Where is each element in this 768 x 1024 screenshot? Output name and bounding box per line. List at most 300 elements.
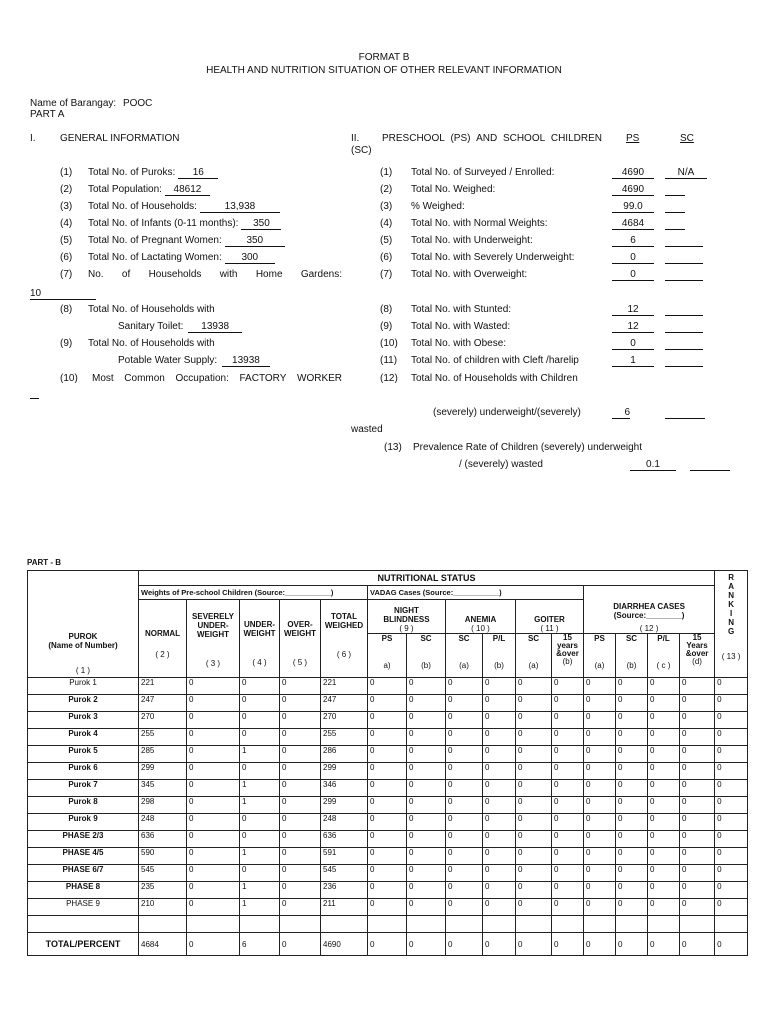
table-cell: 0 — [552, 899, 584, 916]
sub-anemia-pl — [483, 634, 516, 678]
ranking-letter: N — [728, 618, 734, 627]
table-cell — [516, 916, 552, 933]
purok-title: PUROK — [68, 632, 98, 641]
table-cell: 0 — [483, 780, 516, 797]
table-cell: 285 — [139, 746, 187, 763]
form-format-label: FORMAT B — [358, 52, 410, 63]
preschool-item-num: (11) — [380, 355, 398, 366]
general-item-label: Total No. of Pregnant Women: — [88, 235, 222, 246]
preschool-sc-value — [665, 184, 685, 196]
table-cell: 0 — [680, 712, 715, 729]
table-cell: 0 — [584, 780, 616, 797]
table-cell: 0 — [715, 763, 748, 780]
preschool-item-label: Total No. with Wasted: — [411, 321, 511, 332]
table-cell: 0 — [446, 763, 483, 780]
preschool-item-13-label: Prevalence Rate of Children (severely) underweight — [413, 442, 643, 453]
table-cell — [280, 916, 321, 933]
table-cell: 0 — [648, 848, 680, 865]
home-gardens-value: 10 — [30, 288, 96, 300]
anemia-num: ( 10 ) — [471, 624, 490, 633]
preschool-item-num: (7) — [380, 269, 393, 280]
normal-label: NORMAL — [144, 628, 181, 638]
ranking-letter: K — [728, 600, 734, 609]
table-cell: 0 — [715, 899, 748, 916]
table-cell: 0 — [516, 814, 552, 831]
preschool-sc-cell — [665, 218, 685, 230]
weights-source-header: Weights of Pre-school Children (Source:___________) — [139, 586, 368, 600]
preschool-item-num: (3) — [380, 201, 393, 212]
preschool-item-12-value — [612, 407, 630, 419]
vadag-source-header: VADAG Cases (Source:___________) — [368, 586, 584, 600]
preschool-item-num: (2) — [380, 184, 393, 195]
table-cell: 255 — [321, 729, 368, 746]
blank-row — [28, 916, 748, 933]
table-cell: 0 — [483, 865, 516, 882]
preschool-sc-cell — [665, 338, 703, 350]
table-cell: 0 — [516, 712, 552, 729]
table-cell — [584, 916, 616, 933]
table-cell: 0 — [715, 746, 748, 763]
table-cell: 0 — [407, 865, 446, 882]
sub-label: SC — [625, 634, 638, 643]
table-cell: 0 — [187, 831, 240, 848]
table-cell: 0 — [280, 712, 321, 729]
purok-subtitle: (Name of Number) — [48, 641, 118, 650]
preschool-sc-value — [665, 235, 703, 247]
table-cell: 0 — [516, 695, 552, 712]
purok-name: Purok 4 — [28, 729, 139, 746]
underweight-header — [240, 600, 280, 678]
preschool-ps-cell — [612, 201, 654, 213]
table-cell: 0 — [483, 763, 516, 780]
ranking-header — [715, 571, 748, 678]
table-cell: 0 — [552, 780, 584, 797]
preschool-item-label: Total No. with Underweight: — [411, 235, 533, 246]
table-cell: 0 — [187, 848, 240, 865]
table-cell: 0 — [584, 814, 616, 831]
table-cell: 0 — [407, 797, 446, 814]
table-cell: 0 — [483, 814, 516, 831]
sub-num: (b) — [421, 661, 431, 670]
table-cell — [483, 916, 516, 933]
preschool-ps-value: 6 — [612, 235, 654, 247]
table-cell: 0 — [280, 763, 321, 780]
table-cell: 299 — [321, 763, 368, 780]
normal-num: ( 2 ) — [155, 649, 170, 659]
table-cell: 0 — [616, 882, 648, 899]
general-item-8-line1: Total No. of Households with — [88, 304, 215, 315]
word: No. — [88, 269, 104, 280]
purok-name: Purok 8 — [28, 797, 139, 814]
table-cell: 236 — [321, 882, 368, 899]
table-cell: 0 — [715, 712, 748, 729]
preschool-item-label: Total No. with Stunted: — [411, 304, 512, 315]
table-cell: 0 — [616, 763, 648, 780]
word: of — [121, 269, 131, 280]
table-cell: 0 — [446, 678, 483, 695]
general-item-value: 16 — [178, 167, 218, 179]
purok-name: PHASE 6/7 — [28, 865, 139, 882]
table-cell: 0 — [240, 712, 280, 729]
table-cell: 0 — [516, 933, 552, 956]
sub-num: (d) — [692, 657, 702, 666]
table-cell: 0 — [187, 678, 240, 695]
table-cell: 0 — [584, 899, 616, 916]
sub-night-ps — [368, 634, 407, 678]
table-cell: 0 — [483, 882, 516, 899]
table-cell: 0 — [680, 746, 715, 763]
preschool-item-label: Total No. of Surveyed / Enrolled: — [411, 167, 555, 178]
table-cell: 0 — [715, 882, 748, 899]
table-row — [28, 712, 748, 729]
table-cell: 0 — [648, 814, 680, 831]
table-cell: 0 — [280, 678, 321, 695]
table-cell: 211 — [321, 899, 368, 916]
table-cell: 0 — [368, 763, 407, 780]
table-cell: 0 — [483, 678, 516, 695]
table-cell: 0 — [187, 865, 240, 882]
general-item — [88, 201, 280, 213]
preschool-ps-cell — [612, 321, 654, 333]
table-cell: 0 — [616, 848, 648, 865]
table-cell: 0 — [648, 933, 680, 956]
table-cell: 0 — [187, 797, 240, 814]
purok-name: Purok 9 — [28, 814, 139, 831]
potable-water-value: 13938 — [222, 355, 270, 367]
table-cell: 1 — [240, 746, 280, 763]
general-item — [88, 235, 285, 247]
table-cell: 0 — [407, 746, 446, 763]
preschool-sc-cell — [665, 235, 703, 247]
hh-underweight-sc-blank — [665, 418, 705, 419]
table-cell: 0 — [368, 933, 407, 956]
preschool-sc-value: N/A — [665, 167, 707, 179]
table-cell: 545 — [321, 865, 368, 882]
table-cell: 346 — [321, 780, 368, 797]
purok-name: PHASE 9 — [28, 899, 139, 916]
preschool-item-13-num: (13) — [384, 442, 402, 453]
sub-anemia-sc — [446, 634, 483, 678]
table-cell: 0 — [648, 797, 680, 814]
table-cell: 248 — [321, 814, 368, 831]
preschool-ps-cell — [612, 252, 654, 264]
table-cell: 0 — [280, 729, 321, 746]
table-row — [28, 729, 748, 746]
table-cell: 590 — [139, 848, 187, 865]
table-cell: 6 — [240, 933, 280, 956]
table-cell: 0 — [648, 763, 680, 780]
normal-header — [139, 600, 187, 678]
table-cell: 0 — [240, 865, 280, 882]
table-cell: 0 — [516, 899, 552, 916]
table-cell: 0 — [187, 899, 240, 916]
table-row — [28, 763, 748, 780]
sub-num: (a) — [459, 661, 469, 670]
general-item-value: 300 — [225, 252, 275, 264]
table-cell: 0 — [368, 695, 407, 712]
table-cell: 0 — [483, 933, 516, 956]
general-item-7-label — [88, 269, 342, 280]
ranking-letter: A — [728, 582, 734, 591]
table-cell: 0 — [187, 814, 240, 831]
purok-name: Purok 1 — [28, 678, 139, 695]
table-cell: 0 — [584, 746, 616, 763]
table-cell: 0 — [648, 746, 680, 763]
severely-underweight-header — [187, 600, 240, 678]
table-cell: 0 — [715, 831, 748, 848]
purok-name: PHASE 4/5 — [28, 848, 139, 865]
table-cell: 0 — [446, 814, 483, 831]
preschool-ps-value: 99.0 — [612, 201, 654, 213]
barangay-line — [30, 98, 152, 109]
table-cell: 0 — [648, 695, 680, 712]
table-cell: 0 — [483, 831, 516, 848]
table-cell: 0 — [648, 780, 680, 797]
table-cell: 0 — [368, 848, 407, 865]
table-cell: 0 — [715, 848, 748, 865]
table-cell: 0 — [584, 678, 616, 695]
table-cell: 0 — [616, 814, 648, 831]
preschool-sc-value — [665, 252, 703, 264]
table-cell: 0 — [187, 695, 240, 712]
total-weighed-header — [321, 600, 368, 678]
prevalence-rate-value: 0.1 — [630, 459, 676, 471]
table-cell: 221 — [139, 678, 187, 695]
word: Home — [255, 269, 283, 280]
table-cell: 0 — [483, 746, 516, 763]
preschool-sc-cell — [665, 269, 703, 281]
table-cell: 0 — [648, 729, 680, 746]
general-item-value: 350 — [241, 218, 281, 230]
preschool-ps-value: 12 — [612, 304, 654, 316]
purok-name: Purok 2 — [28, 695, 139, 712]
table-cell: 0 — [280, 814, 321, 831]
potable-water-label: Potable Water Supply: — [118, 355, 218, 366]
table-cell: 0 — [516, 848, 552, 865]
table-cell: 0 — [407, 831, 446, 848]
table-cell: 0 — [446, 797, 483, 814]
table-cell: 0 — [715, 797, 748, 814]
table-cell — [321, 916, 368, 933]
table-cell: 0 — [240, 678, 280, 695]
table-cell: 0 — [280, 865, 321, 882]
total-weighed-label: TOTAL WEIGHED — [324, 612, 364, 630]
table-cell: 0 — [552, 831, 584, 848]
diarrhea-title: DIARRHEA CASES — [613, 602, 685, 611]
sc-column-header: SC — [680, 133, 694, 144]
general-item-8-line2 — [118, 321, 242, 333]
preschool-sc-value — [665, 269, 703, 281]
table-cell: 270 — [139, 712, 187, 729]
purok-name: PHASE 8 — [28, 882, 139, 899]
table-cell: 0 — [368, 780, 407, 797]
word: WORKER — [297, 373, 342, 384]
preschool-sc-cell — [665, 304, 703, 316]
preschool-item-num: (9) — [380, 321, 393, 332]
table-cell: 0 — [446, 712, 483, 729]
general-heading: GENERAL INFORMATION — [60, 133, 180, 144]
part-a-label: PART A — [30, 109, 65, 120]
table-cell: 545 — [139, 865, 187, 882]
table-row — [28, 831, 748, 848]
table-cell: 0 — [715, 865, 748, 882]
preschool-sc-cell — [665, 184, 685, 196]
table-cell: 0 — [715, 678, 748, 695]
table-cell: 221 — [321, 678, 368, 695]
table-row — [28, 814, 748, 831]
table-cell: 298 — [139, 797, 187, 814]
table-cell: 0 — [368, 814, 407, 831]
preschool-ps-value: 4690 — [612, 167, 654, 179]
table-cell: 0 — [368, 746, 407, 763]
nutritional-status-header: NUTRITIONAL STATUS — [139, 571, 715, 586]
table-cell: 299 — [139, 763, 187, 780]
table-cell: 636 — [321, 831, 368, 848]
ranking-letter: R — [728, 573, 734, 582]
table-cell: 0 — [584, 831, 616, 848]
general-item — [88, 218, 281, 230]
over-label: OVER-WEIGHT — [284, 620, 316, 638]
table-cell: 0 — [187, 882, 240, 899]
form-title: HEALTH AND NUTRITION SITUATION OF OTHER RELEVANT INFORMATION — [206, 65, 562, 76]
purok-name: Purok 3 — [28, 712, 139, 729]
diarrhea-header — [584, 586, 715, 634]
table-cell: 0 — [715, 933, 748, 956]
table-cell: 0 — [680, 695, 715, 712]
table-cell: 0 — [516, 831, 552, 848]
table-cell: 0 — [407, 899, 446, 916]
table-cell: 0 — [407, 729, 446, 746]
general-item — [88, 167, 218, 179]
purok-num: ( 1 ) — [75, 666, 91, 675]
preschool-item-label: Total No. with Severely Underweight: — [411, 252, 575, 263]
table-cell: 0 — [280, 831, 321, 848]
table-cell: 0 — [280, 746, 321, 763]
table-cell: 0 — [584, 797, 616, 814]
preschool-item-num: (6) — [380, 252, 393, 263]
table-cell: 0 — [552, 763, 584, 780]
table-cell: 0 — [446, 695, 483, 712]
diarrhea-num: ( 12 ) — [639, 624, 659, 633]
table-cell — [680, 916, 715, 933]
table-cell: 0 — [552, 712, 584, 729]
table-cell: 0 — [680, 763, 715, 780]
table-cell: 0 — [446, 746, 483, 763]
preschool-item-13-value — [630, 459, 676, 471]
table-cell: 0 — [446, 848, 483, 865]
preschool-ps-value: 4690 — [612, 184, 654, 196]
table-cell — [407, 916, 446, 933]
table-cell: 0 — [446, 729, 483, 746]
table-cell: 0 — [584, 865, 616, 882]
word: Households — [148, 269, 202, 280]
word: Common — [124, 373, 165, 384]
table-cell: 0 — [552, 746, 584, 763]
table-cell: 0 — [407, 780, 446, 797]
preschool-sc-value — [665, 321, 703, 333]
table-cell — [139, 916, 187, 933]
table-cell: 0 — [584, 848, 616, 865]
table-cell: 0 — [648, 865, 680, 882]
word: Occupation: — [175, 373, 229, 384]
table-cell: 591 — [321, 848, 368, 865]
word: with — [219, 269, 238, 280]
night-num: ( 9 ) — [399, 624, 414, 633]
table-cell: 0 — [187, 780, 240, 797]
table-cell: 0 — [680, 678, 715, 695]
general-item-9-line2 — [118, 355, 270, 367]
general-item-num: (1) — [60, 167, 73, 178]
table-cell: 0 — [680, 848, 715, 865]
table-cell: 0 — [240, 763, 280, 780]
general-item-7-value — [30, 288, 96, 300]
table-cell: 0 — [616, 678, 648, 695]
table-cell: 0 — [368, 797, 407, 814]
table-cell: 636 — [139, 831, 187, 848]
preschool-item-12-line2: (severely) underweight/(severely) — [433, 407, 581, 418]
table-cell: 1 — [240, 899, 280, 916]
diarrhea-source: (Source:________) — [613, 611, 685, 620]
table-cell: 0 — [616, 865, 648, 882]
table-cell: 0 — [446, 899, 483, 916]
table-cell: 0 — [240, 814, 280, 831]
preschool-sc-cell — [665, 252, 703, 264]
table-cell: 0 — [616, 780, 648, 797]
total-weighed-num: ( 6 ) — [336, 650, 352, 659]
table-cell: 210 — [139, 899, 187, 916]
word: Gardens: — [300, 269, 342, 280]
general-item-label: Total No. of Infants (0-11 months): — [88, 218, 239, 229]
sub-goiter-sc — [516, 634, 552, 678]
overweight-header — [280, 600, 321, 678]
table-cell: 0 — [680, 831, 715, 848]
table-cell: 0 — [368, 712, 407, 729]
anemia-header — [446, 600, 516, 634]
table-cell: 235 — [139, 882, 187, 899]
sub-label: SC — [420, 634, 432, 643]
sub-diarrhea-ps — [584, 634, 616, 678]
table-cell: 0 — [368, 882, 407, 899]
table-cell — [552, 916, 584, 933]
table-cell: 0 — [280, 933, 321, 956]
table-cell: 0 — [516, 763, 552, 780]
table-cell: 0 — [516, 746, 552, 763]
table-cell: 0 — [407, 712, 446, 729]
ranking-num: ( 13 ) — [721, 652, 741, 661]
sub-label: 15 Years &over — [685, 633, 709, 658]
preschool-sc-value — [665, 338, 703, 350]
table-cell: 0 — [616, 695, 648, 712]
purok-name: Purok 7 — [28, 780, 139, 797]
word: Most — [92, 373, 114, 384]
table-cell: 0 — [584, 763, 616, 780]
preschool-ps-cell — [612, 167, 654, 179]
table-cell: 0 — [446, 933, 483, 956]
sub-diarrhea-pl — [648, 634, 680, 678]
table-cell: 0 — [446, 865, 483, 882]
table-cell: 0 — [368, 729, 407, 746]
table-cell: 0 — [648, 712, 680, 729]
sub-num: (b) — [494, 661, 504, 670]
table-cell: 0 — [280, 797, 321, 814]
preschool-item-label: Total No. with Obese: — [411, 338, 507, 349]
table-cell: 286 — [321, 746, 368, 763]
sub-num: a) — [383, 661, 391, 670]
preschool-item-label: Total No. with Normal Weights: — [411, 218, 548, 229]
preschool-ps-cell — [612, 235, 654, 247]
occupation-blank — [30, 398, 39, 399]
table-row — [28, 678, 748, 695]
